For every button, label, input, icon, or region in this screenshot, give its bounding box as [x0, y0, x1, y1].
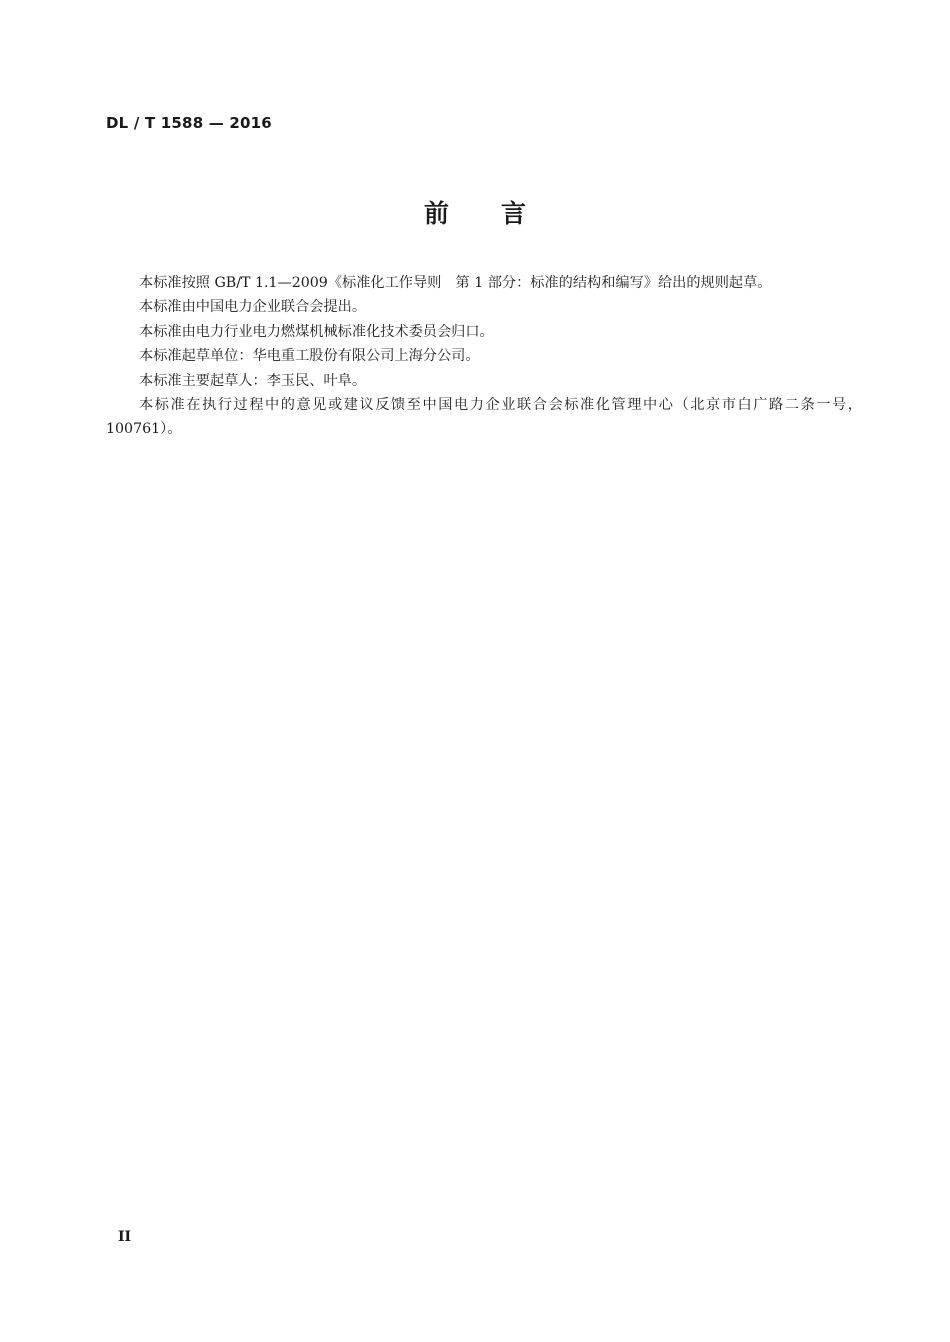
paragraph-drafters: 本标准主要起草人：李玉民、叶阜。	[139, 372, 367, 389]
paragraph-drafting-rules: 本标准按照 GB/T 1.1—2009《标准化工作导则 第 1 部分：标准的结构和编写》给出的规则起草。	[139, 275, 772, 291]
paragraph-drafting-unit: 本标准起草单位：华电重工股份有限公司上海分公司。	[139, 348, 480, 365]
standard-number: DL / T 1588 — 2016	[106, 114, 272, 132]
page-number: II	[118, 1229, 132, 1245]
paragraph-feedback: 本标准在执行过程中的意见或建议反馈至中国电力企业联合会标准化管理中心（北京市白广路二条一号，100761）。	[106, 397, 862, 438]
paragraph-committee: 本标准由电力行业电力燃煤机械标准化技术委员会归口。	[139, 323, 494, 340]
paragraph-proposer: 本标准由中国电力企业联合会提出。	[139, 299, 367, 316]
page-title: 前言	[423, 199, 578, 228]
preface-body	[106, 271, 862, 442]
